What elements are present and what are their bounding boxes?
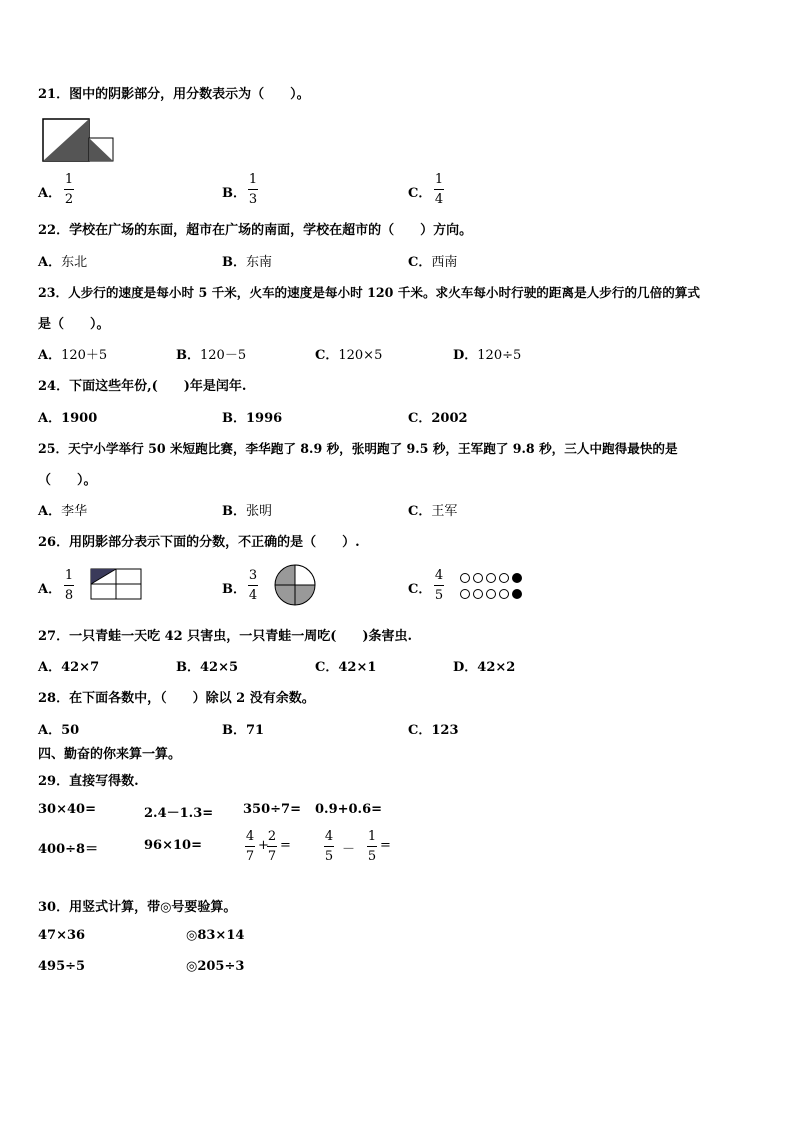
q24-opt-c[interactable]: C．2002 — [408, 411, 468, 426]
q26-opt-c-circles-row1 — [460, 572, 525, 587]
q29-f1-eq: = — [280, 838, 291, 853]
q21-opt-b-letter: B． — [222, 186, 246, 201]
q29-f1-a: 4 7 — [245, 829, 255, 864]
q24-opt-b[interactable]: B．1996 — [222, 411, 283, 426]
q30-item-2: ◎83×14 — [186, 928, 245, 943]
q25-opt-b[interactable]: B．张明 — [222, 504, 273, 519]
q25-stem-line2: （ ）。 — [38, 473, 97, 488]
q29-f2-b: 1 5 — [367, 829, 377, 864]
q21-figure — [42, 118, 118, 164]
q25-opt-c[interactable]: C．王军 — [408, 504, 458, 519]
q22-opt-c[interactable]: C．西南 — [408, 255, 458, 270]
q27-opt-d[interactable]: D．42×2 — [453, 660, 516, 675]
q27-stem: 27．一只青蛙一天吃 42 只害虫，一只青蛙一周吃( )条害虫. — [38, 629, 413, 644]
q29-item-2: 2.4－1.3= — [144, 806, 214, 821]
q29-item-1: 30×40= — [38, 802, 96, 817]
q29-f2-op: － — [342, 842, 356, 857]
q24-opt-a[interactable]: A．1900 — [38, 411, 98, 426]
q29-f2-a: 4 5 — [324, 829, 334, 864]
q23-opt-c[interactable]: C．120×5 — [315, 348, 383, 363]
q29-item-4: 0.9+0.6= — [315, 802, 383, 817]
q21-opt-a-letter: A． — [38, 186, 62, 201]
q26-opt-c-circles-row2 — [460, 588, 525, 603]
q26-opt-b-letter: B． — [222, 582, 246, 597]
q22-opt-a[interactable]: A．东北 — [38, 255, 88, 270]
q29-item-6: 96×10= — [144, 838, 202, 853]
q22-opt-b[interactable]: B．东南 — [222, 255, 273, 270]
q26-opt-a-letter: A． — [38, 582, 62, 597]
q27-opt-a[interactable]: A．42×7 — [38, 660, 100, 675]
q25-stem-line1: 25．天宁小学举行 50 米短跑比赛，李华跑了 8.9 秒，张明跑了 9.5 秒，王军跑了 9.8 秒，三人中跑得最快的是 — [38, 441, 678, 456]
q28-stem: 28．在下面各数中，（ ）除以 2 没有余数。 — [38, 691, 315, 706]
section-heading: 四、勤奋的你来算一算。 — [38, 747, 182, 762]
q21-opt-c-letter: C． — [408, 186, 432, 201]
q26-opt-a-fraction[interactable]: 1 8 — [64, 568, 74, 603]
q21-opt-a-fraction[interactable]: 1 2 — [64, 172, 74, 207]
q29-item-5: 400÷8＝ — [38, 842, 99, 857]
q27-opt-b[interactable]: B．42×5 — [176, 660, 239, 675]
q21-opt-b-fraction[interactable]: 1 3 — [248, 172, 258, 207]
q26-opt-b-fraction[interactable]: 3 4 — [248, 568, 258, 603]
q22-stem: 22．学校在广场的东面，超市在广场的南面，学校在超市的（ ）方向。 — [38, 223, 473, 238]
q30-item-3: 495÷5 — [38, 959, 86, 974]
q29-f2-eq: = — [380, 838, 391, 853]
q28-opt-b[interactable]: B．71 — [222, 723, 265, 738]
q30-stem: 30．用竖式计算，带◎号要验算。 — [38, 900, 237, 915]
q23-opt-d[interactable]: D．120÷5 — [453, 348, 522, 363]
q29-f1-b: 2 7 — [267, 829, 277, 864]
q30-item-1: 47×36 — [38, 928, 86, 943]
q21-opt-c-fraction[interactable]: 1 4 — [434, 172, 444, 207]
q23-opt-b[interactable]: B．120－5 — [176, 348, 247, 363]
q23-stem-line1: 23．人步行的速度是每小时 5 千米，火车的速度是每小时 120 千米。求火车每小时行驶的距离是人步行的几倍的算式 — [38, 285, 701, 300]
q23-opt-a[interactable]: A．120＋5 — [38, 348, 108, 363]
q24-stem: 24．下面这些年份,( )年是闰年. — [38, 379, 247, 394]
q23-stem-line2: 是（ ）。 — [38, 317, 110, 332]
q28-opt-c[interactable]: C．123 — [408, 723, 459, 738]
q26-opt-c-letter: C． — [408, 582, 432, 597]
q28-opt-a[interactable]: A．50 — [38, 723, 80, 738]
q29-stem: 29．直接写得数. — [38, 774, 139, 789]
q25-opt-a[interactable]: A．李华 — [38, 504, 88, 519]
q26-stem: 26．用阴影部分表示下面的分数，不正确的是（ ）. — [38, 535, 360, 550]
q27-opt-c[interactable]: C．42×1 — [315, 660, 377, 675]
q29-item-3: 350÷7= — [243, 802, 301, 817]
q26-opt-a-grid-figure — [90, 568, 144, 602]
q26-opt-c-fraction[interactable]: 4 5 — [434, 568, 444, 603]
q30-item-4: ◎205÷3 — [186, 959, 245, 974]
q29-f1-op: + — [258, 838, 269, 853]
q21-stem: 21．图中的阴影部分，用分数表示为（ ）。 — [38, 87, 310, 102]
q26-opt-b-circle-figure — [274, 564, 316, 606]
